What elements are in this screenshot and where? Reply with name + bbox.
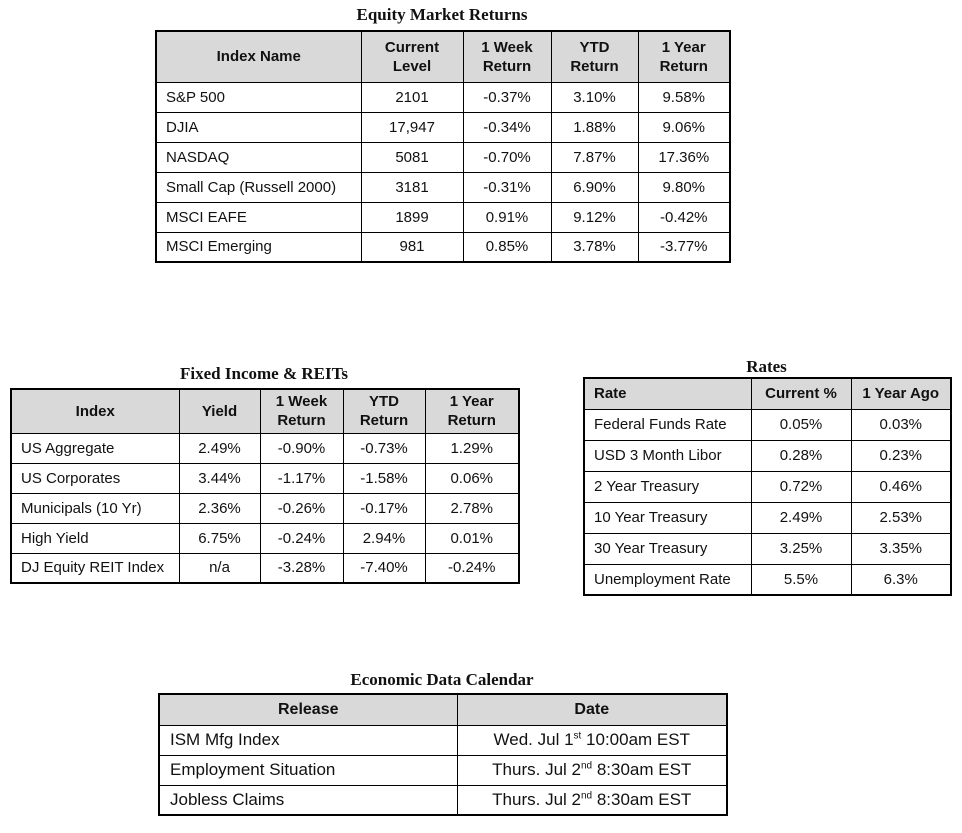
- release-name: Jobless Claims: [159, 785, 457, 815]
- equity-header-level: Current Level: [361, 31, 463, 82]
- equity-header-row: [156, 31, 730, 82]
- table-row: [159, 725, 727, 755]
- table-row: [584, 533, 951, 564]
- release-date: Wed. Jul 1st 10:00am EST: [457, 725, 727, 755]
- ytd-return: 2.94%: [343, 523, 425, 553]
- table-row: [156, 112, 730, 142]
- rates-table: [583, 377, 952, 596]
- table-row: [11, 463, 519, 493]
- fixed-header-week: 1 Week Return: [260, 389, 343, 433]
- index-name: NASDAQ: [156, 142, 361, 172]
- rate-current: 3.25%: [751, 533, 851, 564]
- rate-current: 0.72%: [751, 471, 851, 502]
- index-name: High Yield: [11, 523, 179, 553]
- year-return: -3.77%: [638, 232, 730, 262]
- equity-header-year: 1 Year Return: [638, 31, 730, 82]
- current-level: 3181: [361, 172, 463, 202]
- equity-header-week: 1 Week Return: [463, 31, 551, 82]
- index-name: S&P 500: [156, 82, 361, 112]
- ytd-return: 9.12%: [551, 202, 638, 232]
- table-row: [156, 202, 730, 232]
- year-return: 0.01%: [425, 523, 519, 553]
- table-row: [11, 433, 519, 463]
- index-name: MSCI Emerging: [156, 232, 361, 262]
- rate-name: Federal Funds Rate: [584, 409, 751, 440]
- calendar-table: [158, 693, 728, 816]
- table-row: [156, 172, 730, 202]
- rates-header-ago: 1 Year Ago: [851, 378, 951, 409]
- year-return: 9.06%: [638, 112, 730, 142]
- current-level: 1899: [361, 202, 463, 232]
- week-return: -0.90%: [260, 433, 343, 463]
- index-name: US Aggregate: [11, 433, 179, 463]
- year-return: 17.36%: [638, 142, 730, 172]
- equity-header-name: Index Name: [156, 31, 361, 82]
- rate-year-ago: 0.23%: [851, 440, 951, 471]
- ytd-return: -0.17%: [343, 493, 425, 523]
- ytd-return: -0.73%: [343, 433, 425, 463]
- calendar-section: [158, 670, 726, 816]
- rate-name: 30 Year Treasury: [584, 533, 751, 564]
- index-name: Small Cap (Russell 2000): [156, 172, 361, 202]
- rate-name: Unemployment Rate: [584, 564, 751, 595]
- current-level: 5081: [361, 142, 463, 172]
- yield-value: 3.44%: [179, 463, 260, 493]
- index-name: MSCI EAFE: [156, 202, 361, 232]
- week-return: 0.91%: [463, 202, 551, 232]
- rate-current: 5.5%: [751, 564, 851, 595]
- table-row: [11, 493, 519, 523]
- release-date: Thurs. Jul 2nd 8:30am EST: [457, 755, 727, 785]
- table-row: [156, 82, 730, 112]
- rate-name: 2 Year Treasury: [584, 471, 751, 502]
- rate-year-ago: 0.03%: [851, 409, 951, 440]
- current-level: 2101: [361, 82, 463, 112]
- calendar-header-date: Date: [457, 694, 727, 725]
- rates-header-current: Current %: [751, 378, 851, 409]
- release-name: Employment Situation: [159, 755, 457, 785]
- fixed-income-section: [10, 364, 518, 584]
- rate-current: 0.05%: [751, 409, 851, 440]
- table-row: [584, 471, 951, 502]
- table-row: [584, 440, 951, 471]
- table-row: [159, 755, 727, 785]
- table-row: [11, 523, 519, 553]
- ytd-return: 7.87%: [551, 142, 638, 172]
- week-return: -0.37%: [463, 82, 551, 112]
- equity-title: Equity Market Returns: [356, 5, 528, 24]
- year-return: 9.58%: [638, 82, 730, 112]
- fixed-income-table: [10, 388, 520, 584]
- table-row: [156, 142, 730, 172]
- rate-name: USD 3 Month Libor: [584, 440, 751, 471]
- ytd-return: 3.10%: [551, 82, 638, 112]
- fixed-header-index: Index: [11, 389, 179, 433]
- release-name: ISM Mfg Index: [159, 725, 457, 755]
- table-row: [584, 564, 951, 595]
- yield-value: n/a: [179, 553, 260, 583]
- current-level: 17,947: [361, 112, 463, 142]
- week-return: -1.17%: [260, 463, 343, 493]
- week-return: -0.34%: [463, 112, 551, 142]
- calendar-header-row: [159, 694, 727, 725]
- equity-section: [155, 5, 729, 263]
- current-level: 981: [361, 232, 463, 262]
- yield-value: 2.36%: [179, 493, 260, 523]
- fixed-header-yield: Yield: [179, 389, 260, 433]
- table-row: [584, 409, 951, 440]
- week-return: -3.28%: [260, 553, 343, 583]
- rates-title: Rates: [746, 357, 787, 376]
- ytd-return: -1.58%: [343, 463, 425, 493]
- table-row: [159, 785, 727, 815]
- rate-year-ago: 2.53%: [851, 502, 951, 533]
- fixed-header-row: [11, 389, 519, 433]
- fixed-header-ytd: YTD Return: [343, 389, 425, 433]
- year-return: 0.06%: [425, 463, 519, 493]
- index-name: Municipals (10 Yr): [11, 493, 179, 523]
- ytd-return: 6.90%: [551, 172, 638, 202]
- calendar-title: Economic Data Calendar: [350, 670, 534, 689]
- table-row: [584, 502, 951, 533]
- rates-header-rate: Rate: [584, 378, 751, 409]
- rate-current: 2.49%: [751, 502, 851, 533]
- ytd-return: 1.88%: [551, 112, 638, 142]
- ytd-return: 3.78%: [551, 232, 638, 262]
- rate-current: 0.28%: [751, 440, 851, 471]
- rate-year-ago: 6.3%: [851, 564, 951, 595]
- fixed-income-title: Fixed Income & REITs: [180, 364, 348, 383]
- table-row: [11, 553, 519, 583]
- rates-header-row: [584, 378, 951, 409]
- year-return: 9.80%: [638, 172, 730, 202]
- index-name: DJ Equity REIT Index: [11, 553, 179, 583]
- yield-value: 2.49%: [179, 433, 260, 463]
- fixed-header-year: 1 Year Return: [425, 389, 519, 433]
- release-date: Thurs. Jul 2nd 8:30am EST: [457, 785, 727, 815]
- year-return: 2.78%: [425, 493, 519, 523]
- week-return: -0.26%: [260, 493, 343, 523]
- calendar-header-release: Release: [159, 694, 457, 725]
- week-return: 0.85%: [463, 232, 551, 262]
- rate-year-ago: 0.46%: [851, 471, 951, 502]
- rates-section: [583, 357, 950, 596]
- rate-year-ago: 3.35%: [851, 533, 951, 564]
- year-return: -0.42%: [638, 202, 730, 232]
- equity-table: [155, 30, 731, 263]
- year-return: 1.29%: [425, 433, 519, 463]
- table-row: [156, 232, 730, 262]
- ytd-return: -7.40%: [343, 553, 425, 583]
- week-return: -0.70%: [463, 142, 551, 172]
- equity-header-ytd: YTD Return: [551, 31, 638, 82]
- week-return: -0.24%: [260, 523, 343, 553]
- week-return: -0.31%: [463, 172, 551, 202]
- index-name: US Corporates: [11, 463, 179, 493]
- rate-name: 10 Year Treasury: [584, 502, 751, 533]
- index-name: DJIA: [156, 112, 361, 142]
- yield-value: 6.75%: [179, 523, 260, 553]
- year-return: -0.24%: [425, 553, 519, 583]
